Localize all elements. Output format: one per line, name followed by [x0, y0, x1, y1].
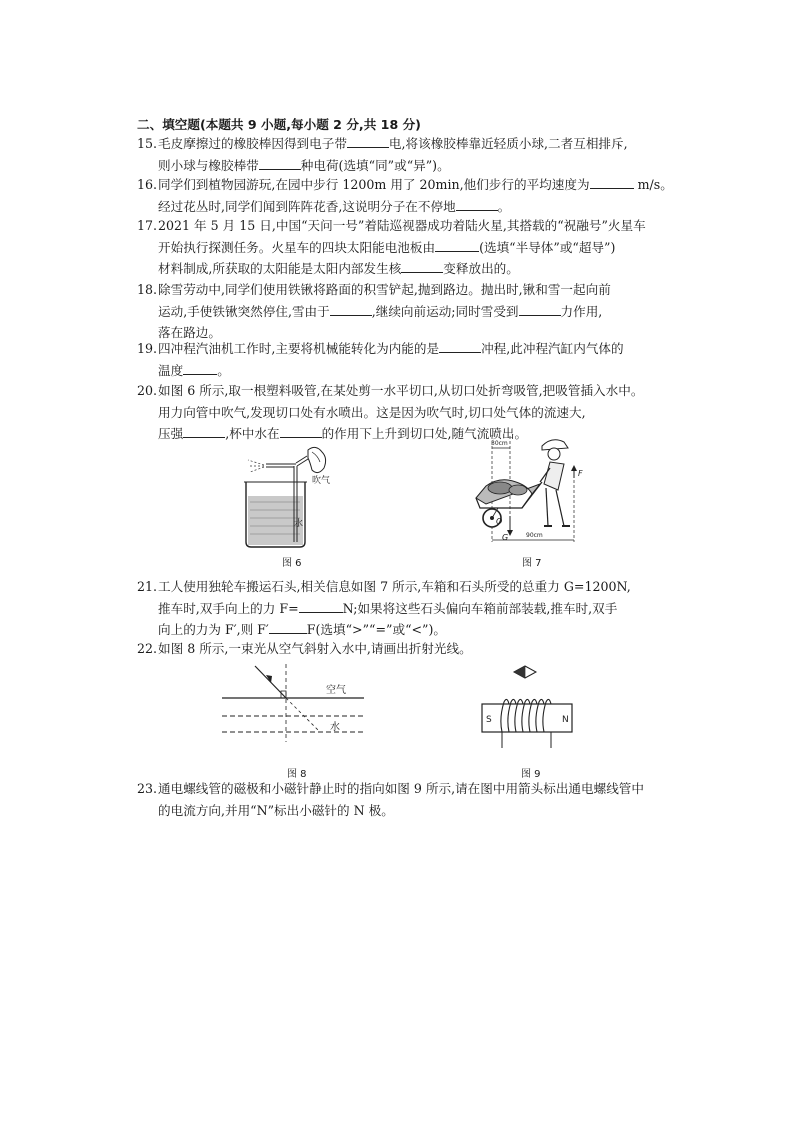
figure-6-caption: 图 6: [282, 558, 302, 569]
question-17: 17.2021 年 5 月 15 日,中国“天问一号”着陆巡视器成功着陆火星,其搭载的“祝融号”火星车 开始执行探测任务。火星车的四块太阳能电池板由 (选填“半导体”或“超导”) 材料制成,所获取的太阳能是太阳内部发生核 变释放出的。: [137, 215, 665, 280]
fig8-label-water: 水: [330, 722, 340, 733]
fig7-label-G: G: [502, 533, 509, 542]
question-number: 23.: [137, 781, 158, 796]
fig6-label-blow: 吹气: [312, 476, 331, 486]
answer-blank[interactable]: [590, 176, 634, 189]
answer-blank[interactable]: [269, 621, 307, 634]
answer-blank[interactable]: [183, 425, 225, 438]
question-18: 18.除雪劳动中,同学们使用铁锹将路面的积雪铲起,抛到路边。抛出时,锹和雪一起向前 运动,手使铁锹突然停住,雪由于 ,继续向前运动;同时雪受到 力作用, 落在路边。: [137, 279, 665, 344]
question-20: 20.如图 6 所示,取一根塑料吸管,在某处剪一水平切口,从切口处折弯吸管,把吸管插入水中。 用力向管中吹气,发现切口处有水喷出。这是因为吹气时,切口处气体的流速大, 压强 ,杯中水在 的作用下上升到切口处,随气流喷出。: [137, 380, 665, 445]
question-number: 15.: [137, 136, 158, 151]
question-number: 21.: [137, 579, 158, 594]
figure-8-caption: 图 8: [287, 769, 307, 780]
question-19: 19.四冲程汽油机工作时,主要将机械能转化为内能的是 冲程,此冲程汽缸内气体的 温度 。: [137, 338, 665, 381]
fig9-label-S: S: [486, 715, 492, 725]
figure-6-diagram: [238, 446, 350, 550]
figure-7-caption: 图 7: [522, 558, 542, 569]
answer-blank[interactable]: [401, 260, 443, 273]
answer-blank[interactable]: [259, 157, 301, 170]
fig8-label-air: 空气: [326, 685, 346, 696]
question-number: 17.: [137, 218, 158, 233]
question-number: 19.: [137, 341, 158, 356]
answer-blank[interactable]: [299, 600, 343, 613]
section-title: 二、填空题(本题共 9 小题,每小题 2 分,共 18 分): [137, 117, 421, 132]
question-15: 15.毛皮摩擦过的橡胶棒因得到电子带 电,将该橡胶棒靠近轻质小球,二者互相排斥, 则小球与橡胶棒带 种电荷(选填“同”或“异”)。: [137, 133, 665, 176]
answer-blank[interactable]: [183, 362, 217, 375]
fig9-label-N: N: [562, 715, 569, 725]
magnetic-needle-icon: [514, 666, 536, 678]
fig7-label-F: F: [578, 469, 583, 478]
answer-blank[interactable]: [347, 135, 389, 148]
answer-blank[interactable]: [330, 303, 372, 316]
fig7-label-90: 90cm: [526, 532, 543, 539]
question-number: 18.: [137, 282, 158, 297]
fig7-label-30: 30cm: [491, 440, 508, 447]
figure-9-diagram: [476, 660, 586, 756]
figure-7-diagram: [470, 434, 600, 546]
question-21: 21.工人使用独轮车搬运石头,相关信息如图 7 所示,车箱和石头所受的总重力 G=1200N, 推车时,双手向上的力 F= N;如果将这些石头偏向车箱前部装载,推车时,双手 向上的力为 F′,则 F′ F(选填“>”“=”或“<”)。: [137, 576, 665, 641]
question-23: 23.通电螺线管的磁极和小磁针静止时的指向如图 9 所示,请在图中用箭头标出通电螺线管中 的电流方向,并用“N”标出小磁针的 N 极。: [137, 778, 665, 821]
fig6-label-water: 水: [294, 519, 304, 529]
figure-9-caption: 图 9: [521, 769, 541, 780]
question-number: 16.: [137, 177, 158, 192]
question-22: 22.如图 8 所示,一束光从空气斜射入水中,请画出折射光线。: [137, 638, 665, 660]
answer-blank[interactable]: [439, 340, 481, 353]
answer-blank[interactable]: [435, 239, 479, 252]
answer-blank[interactable]: [280, 425, 322, 438]
figure-8-diagram: [218, 660, 368, 748]
question-16: 16.同学们到植物园游玩,在园中步行 1200m 用了 20min,他们步行的平均速度为 m/s。 经过花丛时,同学们闻到阵阵花香,这说明分子在不停地 。: [137, 174, 665, 217]
answer-blank[interactable]: [519, 303, 561, 316]
fig7-label-O: O: [496, 517, 503, 526]
answer-blank[interactable]: [456, 198, 498, 211]
question-number: 22.: [137, 641, 158, 656]
question-number: 20.: [137, 383, 158, 398]
